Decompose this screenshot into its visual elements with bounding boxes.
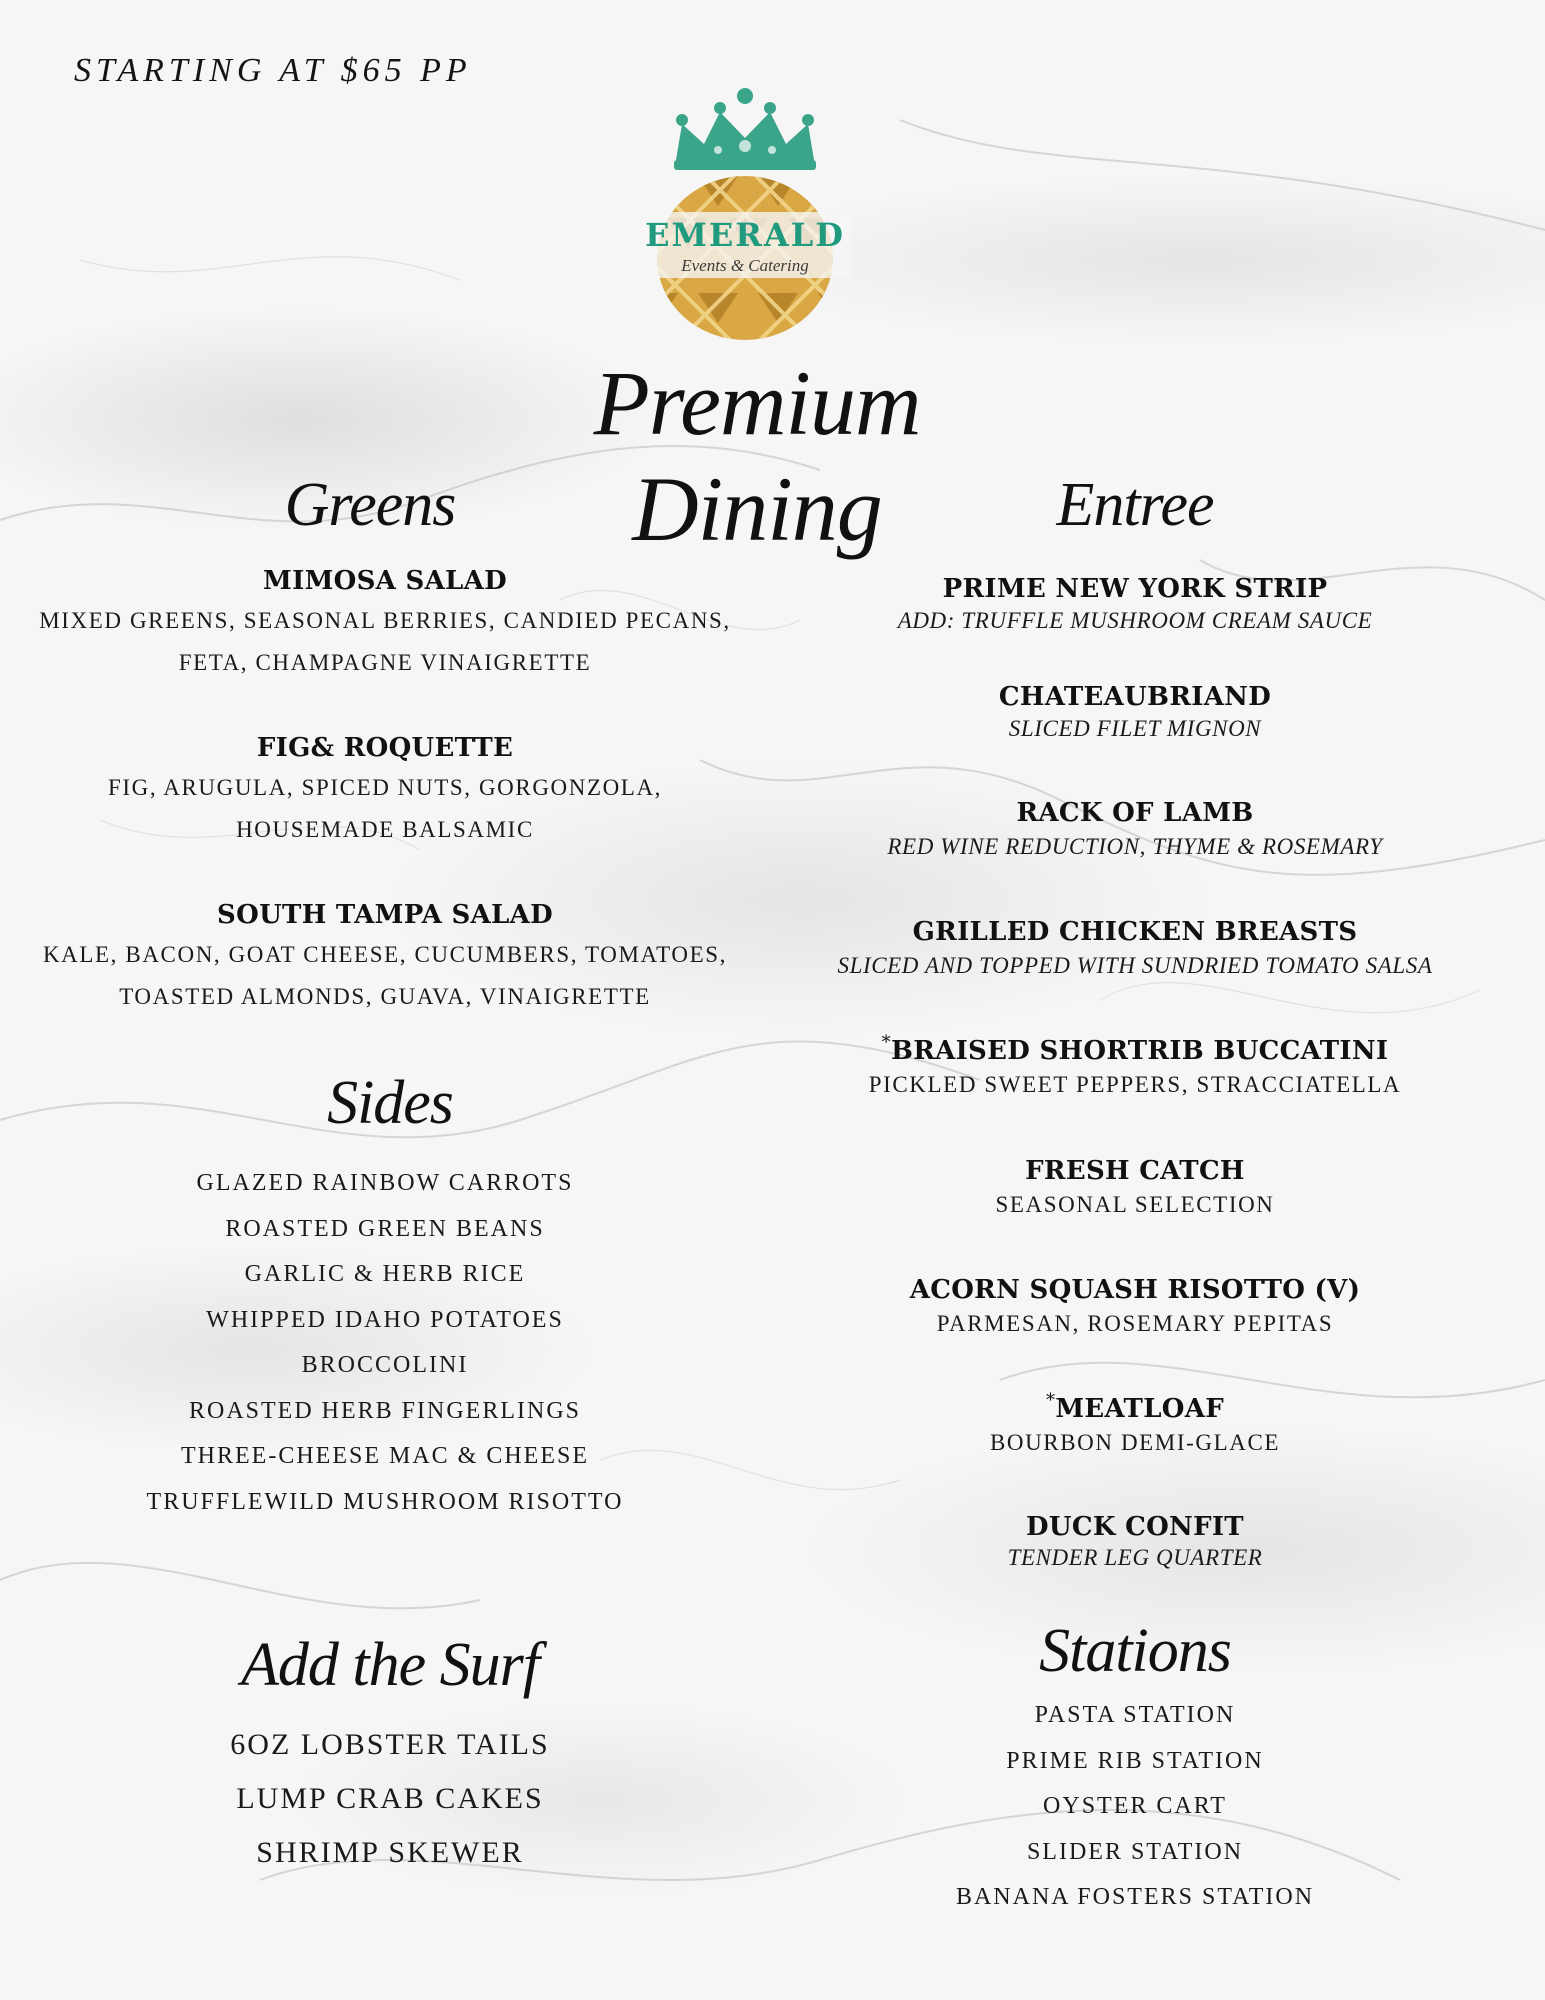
- entree-item: [800, 682, 1470, 746]
- item-description: SLICED FILET MIGNON: [1008, 716, 1262, 741]
- item-description: SEASONAL SELECTION: [995, 1192, 1275, 1217]
- sides-heading: Sides: [327, 1069, 453, 1137]
- entree-item: [800, 1390, 1470, 1462]
- side-item: ROASTED GREEN BEANS: [225, 1215, 545, 1242]
- chef-star: *: [1046, 1390, 1056, 1411]
- station-item: SLIDER STATION: [1026, 1838, 1244, 1865]
- station-item: BANANA FOSTERS STATION: [955, 1884, 1315, 1910]
- side-item: GLAZED RAINBOW CARROTS: [196, 1170, 574, 1196]
- item-description: MIXED GREENS, SEASONAL BERRIES, CANDIED PECANS,: [39, 608, 731, 633]
- surf-item: LUMP CRAB CAKES: [236, 1782, 544, 1815]
- stations-heading: Stations: [1039, 1617, 1231, 1685]
- item-description: TENDER LEG QUARTER: [1007, 1545, 1263, 1570]
- surf-item: 6OZ LOBSTER TAILS: [230, 1728, 550, 1761]
- menu-title: Premium Dining: [593, 352, 921, 560]
- sides-list: [30, 1170, 740, 1534]
- entree-item: [800, 1275, 1470, 1343]
- item-description: RED WINE REDUCTION, THYME & ROSEMARY: [887, 834, 1383, 859]
- entree-item: [800, 1156, 1470, 1224]
- logo-wordmark: EMERALD: [645, 216, 845, 254]
- item-name: CHATEAUBRIAND: [998, 682, 1272, 712]
- side-item: BROCCOLINI: [301, 1352, 469, 1378]
- greens-item: [30, 733, 740, 851]
- station-item: PRIME RIB STATION: [1006, 1747, 1264, 1774]
- entree-item: [800, 917, 1470, 985]
- entree-item: [800, 1032, 1470, 1104]
- pineapple-crown-icon: [638, 88, 852, 340]
- item-description: PARMESAN, ROSEMARY PEPITAS: [936, 1311, 1334, 1336]
- side-item: GARLIC & HERB RICE: [244, 1261, 526, 1287]
- item-description: BOURBON DEMI-GLACE: [989, 1430, 1281, 1455]
- item-name: GRILLED CHICKEN BREASTS: [912, 917, 1358, 947]
- starting-price: STARTING AT $65 PP: [74, 52, 472, 89]
- entree-item: [800, 1512, 1470, 1574]
- item-name: ACORN SQUASH RISOTTO (V): [909, 1275, 1361, 1305]
- greens-item: [30, 566, 740, 684]
- greens-heading: Greens: [284, 471, 456, 539]
- item-description: FETA, CHAMPAGNE VINAIGRETTE: [178, 650, 592, 675]
- item-name: RACK OF LAMB: [1016, 798, 1254, 828]
- emerald-logo: [638, 88, 852, 340]
- logo-tagline: Events & Catering: [681, 256, 809, 275]
- surf-item: SHRIMP SKEWER: [256, 1836, 524, 1869]
- item-description: HOUSEMADE BALSAMIC: [236, 817, 534, 842]
- surf-list: [30, 1728, 750, 1890]
- entree-item: [800, 798, 1470, 866]
- stations-list: [800, 1702, 1470, 1930]
- item-description: KALE, BACON, GOAT CHEESE, CUCUMBERS, TOMATOES,: [42, 942, 728, 967]
- item-description: FIG, ARUGULA, SPICED NUTS, GORGONZOLA,: [107, 775, 663, 800]
- station-item: PASTA STATION: [1034, 1702, 1236, 1728]
- item-description: ADD: TRUFFLE MUSHROOM CREAM SAUCE: [897, 608, 1373, 633]
- item-name: *MEATLOAF: [1046, 1390, 1224, 1424]
- item-name: FIG& ROQUETTE: [256, 733, 514, 763]
- side-item: THREE-CHEESE MAC & CHEESE: [181, 1443, 589, 1469]
- greens-item: [30, 900, 740, 1018]
- chef-star: *: [881, 1032, 891, 1053]
- item-name: SOUTH TAMPA SALAD: [217, 900, 553, 930]
- side-item: TRUFFLEWILD MUSHROOM RISOTTO: [146, 1488, 624, 1515]
- entree-item: [800, 574, 1470, 638]
- station-item: OYSTER CART: [1043, 1793, 1227, 1819]
- item-name: *BRAISED SHORTRIB BUCCATINI: [881, 1032, 1389, 1066]
- surf-heading: Add the Surf: [241, 1631, 539, 1699]
- item-name: MIMOSA SALAD: [263, 566, 507, 596]
- item-name: PRIME NEW YORK STRIP: [942, 574, 1328, 604]
- item-description: PICKLED SWEET PEPPERS, STRACCIATELLA: [868, 1072, 1402, 1097]
- item-description: TOASTED ALMONDS, GUAVA, VINAIGRETTE: [119, 984, 651, 1009]
- item-description: SLICED AND TOPPED WITH SUNDRIED TOMATO SALSA: [837, 953, 1433, 978]
- item-name: FRESH CATCH: [1025, 1156, 1245, 1186]
- item-name: DUCK CONFIT: [1026, 1512, 1244, 1542]
- side-item: WHIPPED IDAHO POTATOES: [206, 1306, 564, 1333]
- entree-heading: Entree: [1056, 471, 1214, 539]
- side-item: ROASTED HERB FINGERLINGS: [188, 1397, 581, 1424]
